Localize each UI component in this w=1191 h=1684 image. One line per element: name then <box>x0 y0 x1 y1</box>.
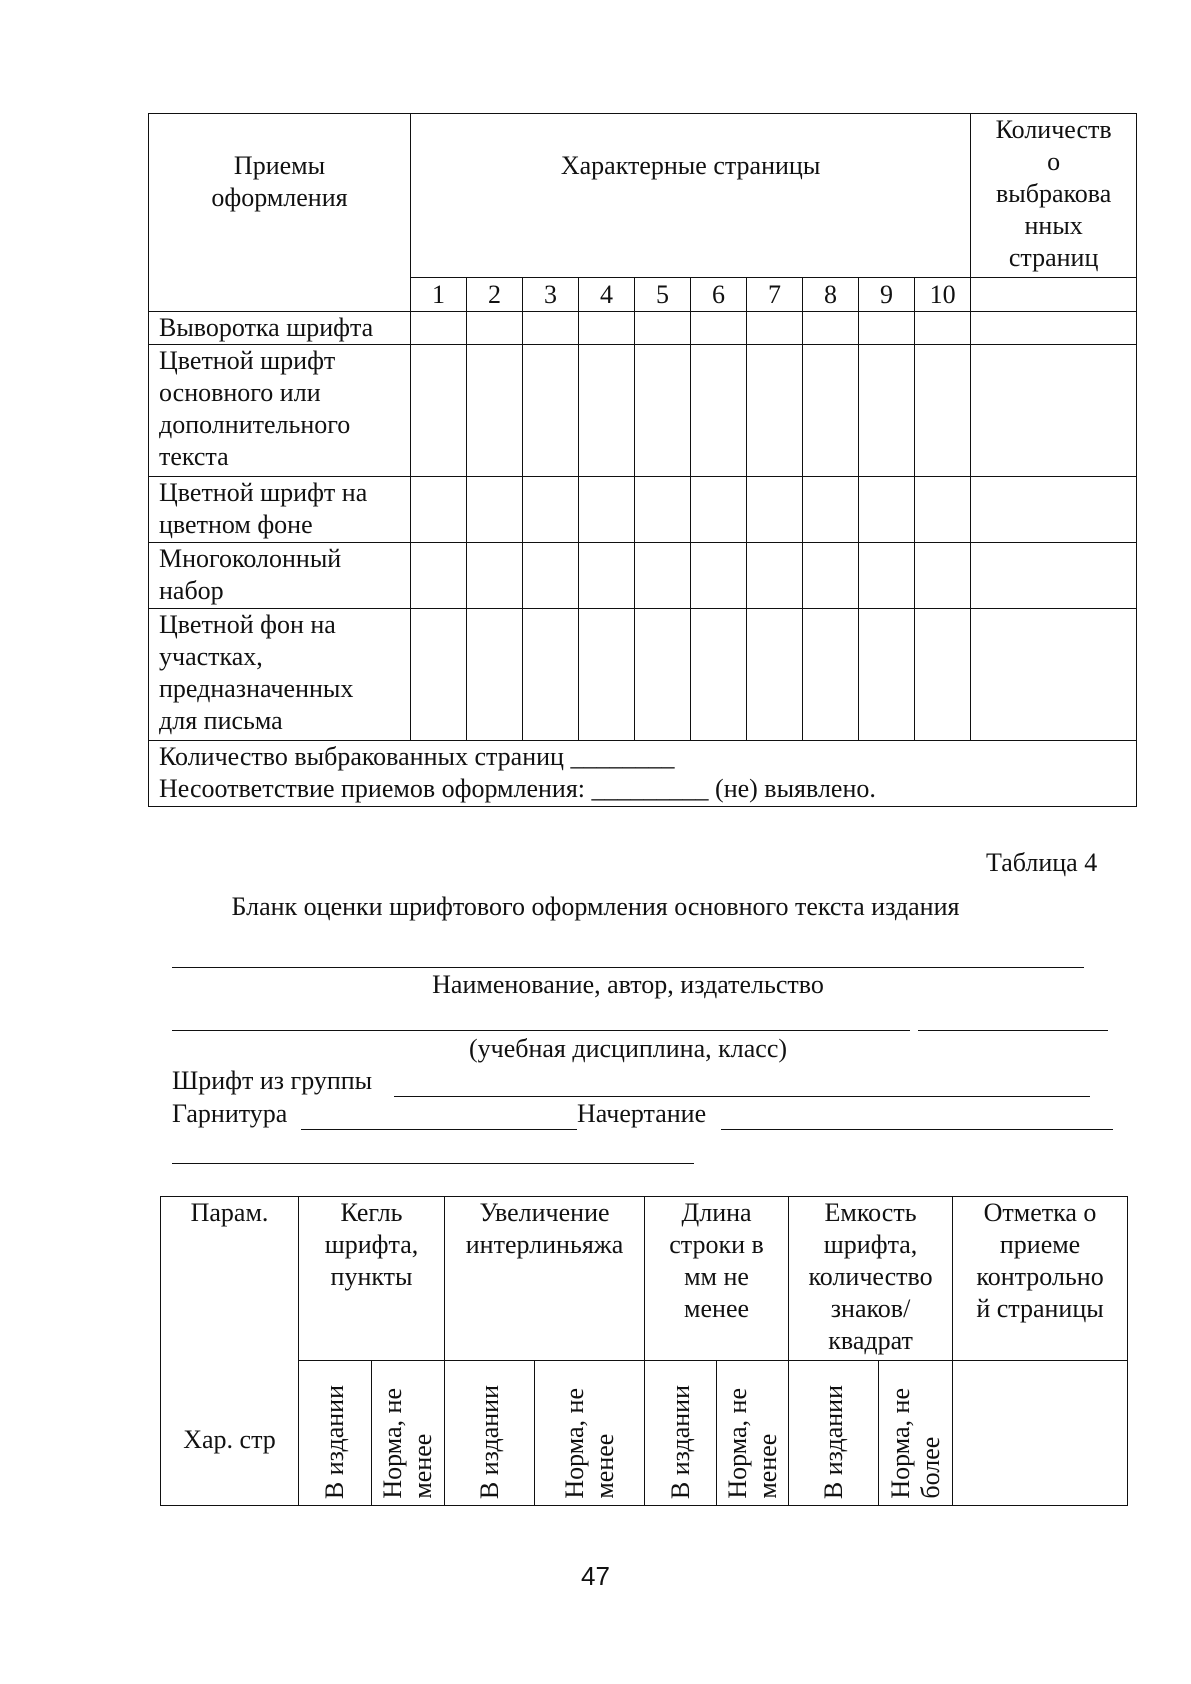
entry-cell[interactable] <box>859 609 915 741</box>
entry-cell[interactable] <box>859 477 915 543</box>
entry-cell[interactable] <box>467 312 523 345</box>
entry-cell[interactable] <box>523 312 579 345</box>
discipline-caption: (учебная дисциплина, класс) <box>468 1034 788 1063</box>
entry-cell[interactable] <box>635 609 691 741</box>
typeface-label: Гарнитура <box>172 1099 288 1128</box>
leading-norm-cell[interactable] <box>535 1361 645 1506</box>
entry-cell[interactable] <box>467 477 523 543</box>
entry-cell[interactable] <box>971 477 1137 543</box>
page-number: 47 <box>581 1561 610 1591</box>
entry-cell[interactable] <box>971 345 1137 477</box>
entry-cell[interactable] <box>579 543 635 609</box>
entry-cell[interactable] <box>803 609 859 741</box>
entry-cell[interactable] <box>579 345 635 477</box>
page-number-cell: 6 <box>691 278 747 312</box>
entry-cell[interactable] <box>915 609 971 741</box>
in-edition-label: В издании <box>320 1384 349 1499</box>
typeface-input-line[interactable] <box>301 1129 577 1130</box>
font-size-header: Кегль шрифта, пункты <box>299 1197 445 1361</box>
entry-cell[interactable] <box>803 543 859 609</box>
discipline-input-line[interactable] <box>172 1030 910 1031</box>
param-header <box>161 1197 299 1506</box>
entry-cell[interactable] <box>635 345 691 477</box>
char-page-label: Хар. стр <box>183 1425 276 1454</box>
entry-cell[interactable] <box>635 543 691 609</box>
entry-cell[interactable] <box>747 477 803 543</box>
name-input-line[interactable] <box>172 967 1084 968</box>
entry-cell[interactable] <box>859 345 915 477</box>
font-group-input-line[interactable] <box>394 1096 1090 1097</box>
entry-cell[interactable] <box>747 345 803 477</box>
leading-header: Увеличение интерлиньяжа <box>445 1197 645 1361</box>
capacity-in-edition-cell[interactable] <box>789 1361 879 1506</box>
entry-cell[interactable] <box>635 312 691 345</box>
entry-cell[interactable] <box>691 543 747 609</box>
page-number-cell: 8 <box>803 278 859 312</box>
entry-cell[interactable] <box>971 609 1137 741</box>
in-edition-label: В издании <box>665 1384 695 1499</box>
entry-cell[interactable] <box>467 543 523 609</box>
capacity-norm-cell[interactable] <box>879 1361 953 1506</box>
entry-cell[interactable] <box>467 609 523 741</box>
leading-in-edition-cell[interactable] <box>445 1361 535 1506</box>
entry-cell[interactable] <box>691 609 747 741</box>
entry-cell[interactable] <box>579 609 635 741</box>
entry-cell[interactable] <box>915 312 971 345</box>
param-label: Парам. <box>190 1198 269 1227</box>
header-methods: Приемы оформления <box>149 114 411 312</box>
row-label: Выворотка шрифта <box>149 312 411 345</box>
entry-cell[interactable] <box>523 477 579 543</box>
norm-not-less-label: Норма, не менее <box>378 1388 437 1499</box>
table-row <box>149 312 1137 345</box>
header-characteristic-pages: Характерные страницы <box>411 114 971 278</box>
mark-cell[interactable] <box>953 1361 1128 1506</box>
font-group-label: Шрифт из группы <box>172 1066 373 1095</box>
rejected-count-line: Количество выбракованных страниц ________ <box>159 742 675 771</box>
entry-cell[interactable] <box>411 477 467 543</box>
entry-cell[interactable] <box>859 312 915 345</box>
size-norm-cell[interactable] <box>372 1361 445 1506</box>
mismatch-line: Несоответствие приемов оформления: _________ (не) выявлено. <box>159 774 876 803</box>
entry-cell[interactable] <box>971 543 1137 609</box>
table-row <box>149 345 1137 477</box>
entry-cell[interactable] <box>915 543 971 609</box>
entry-cell[interactable] <box>635 477 691 543</box>
mark-header: Отметка о приеме контрольно й страницы <box>953 1197 1128 1361</box>
entry-cell[interactable] <box>523 543 579 609</box>
table-caption: Таблица 4 <box>986 848 1098 877</box>
entry-cell[interactable] <box>691 312 747 345</box>
design-methods-table <box>148 113 1137 807</box>
norm-not-less-label: Норма, не менее <box>559 1388 619 1499</box>
norm-not-more-label: Норма, не более <box>885 1388 945 1499</box>
entry-cell[interactable] <box>915 477 971 543</box>
size-in-edition-cell[interactable] <box>299 1361 372 1506</box>
table-row <box>149 543 1137 609</box>
table-footer <box>149 741 1137 807</box>
in-edition-label: В издании <box>818 1384 848 1499</box>
page-number-cell: 4 <box>579 278 635 312</box>
in-edition-label: В издании <box>474 1384 504 1499</box>
font-evaluation-table <box>160 1196 1128 1506</box>
entry-cell[interactable] <box>859 543 915 609</box>
page-number-cell: 2 <box>467 278 523 312</box>
row-label: Многоколонный набор <box>149 543 411 609</box>
class-input-line[interactable] <box>918 1030 1108 1031</box>
entry-cell[interactable] <box>579 312 635 345</box>
page-number-cell: 1 <box>411 278 467 312</box>
entry-cell[interactable] <box>579 477 635 543</box>
page-number-cell: 7 <box>747 278 803 312</box>
entry-cell[interactable] <box>411 609 467 741</box>
line-length-header: Длина строки в мм не менее <box>645 1197 789 1361</box>
entry-cell[interactable] <box>691 477 747 543</box>
extra-input-line[interactable] <box>172 1163 694 1164</box>
entry-cell[interactable] <box>915 345 971 477</box>
style-input-line[interactable] <box>721 1129 1113 1130</box>
row-label: Цветной шрифт на цветном фоне <box>149 477 411 543</box>
row-label: Цветной фон на участках, предназначенных для письма <box>149 609 411 741</box>
entry-cell[interactable] <box>411 543 467 609</box>
length-norm-cell[interactable] <box>717 1361 789 1506</box>
style-label: Начертание <box>577 1099 707 1128</box>
name-caption: Наименование, автор, издательство <box>432 970 824 999</box>
entry-cell[interactable] <box>747 609 803 741</box>
entry-cell[interactable] <box>803 312 859 345</box>
entry-cell[interactable] <box>971 312 1137 345</box>
entry-cell[interactable] <box>411 312 467 345</box>
page-number-cell: 5 <box>635 278 691 312</box>
entry-cell[interactable] <box>411 345 467 477</box>
norm-not-less-label: Норма, не менее <box>722 1388 782 1499</box>
entry-cell[interactable] <box>747 543 803 609</box>
page-number-cell: 9 <box>859 278 915 312</box>
form-title: Бланк оценки шрифтового оформления основного текста издания <box>231 892 960 921</box>
capacity-header: Емкость шрифта, количество знаков/ квадрат <box>789 1197 953 1361</box>
length-in-edition-cell[interactable] <box>645 1361 717 1506</box>
header-rejected-pages: Количеств о выбракова нных страниц <box>971 114 1137 278</box>
empty-cell <box>971 278 1137 312</box>
entry-cell[interactable] <box>523 345 579 477</box>
page-number-cell: 3 <box>523 278 579 312</box>
entry-cell[interactable] <box>467 345 523 477</box>
table-row <box>149 477 1137 543</box>
entry-cell[interactable] <box>523 609 579 741</box>
table-row <box>149 609 1137 741</box>
entry-cell[interactable] <box>803 477 859 543</box>
page-number-cell: 10 <box>915 278 971 312</box>
entry-cell[interactable] <box>691 345 747 477</box>
entry-cell[interactable] <box>747 312 803 345</box>
entry-cell[interactable] <box>803 345 859 477</box>
row-label: Цветной шрифт основного или дополнительного текста <box>149 345 411 477</box>
